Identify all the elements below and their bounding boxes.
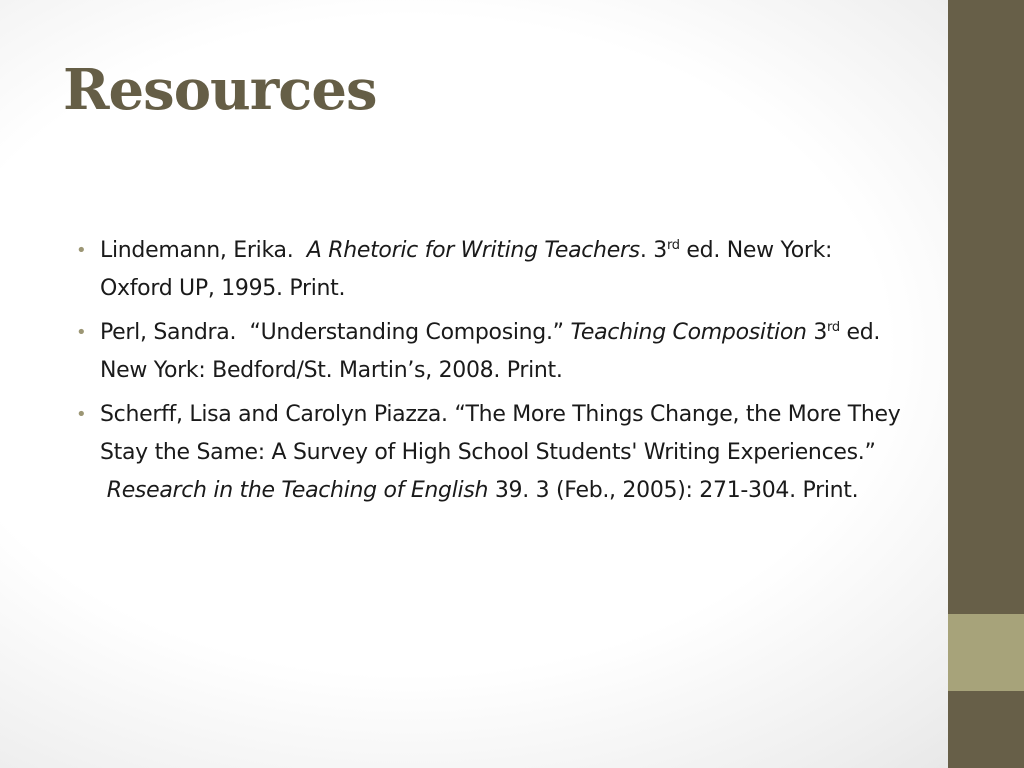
edition-number: . 3: [639, 238, 667, 263]
separator: [100, 478, 107, 503]
resource-work-title: A Rhetoric for Writing Teachers: [306, 238, 640, 263]
edition-suffix: rd: [666, 238, 680, 253]
sidebar-accent-block: [948, 614, 1024, 691]
separator: [293, 238, 306, 263]
bullet-icon: •: [76, 240, 87, 261]
resource-work-title: Teaching Composition: [570, 320, 807, 345]
resource-author: Perl, Sandra.: [100, 320, 237, 345]
resource-list: [76, 232, 906, 516]
resource-article-title: “The More Things Change, the More They Stay the Same: A Survey of High School Students' Writing Experiences.”: [100, 402, 901, 465]
bullet-icon: •: [76, 322, 87, 343]
resource-item: [76, 396, 906, 510]
resource-item: [76, 232, 906, 308]
bullet-icon: •: [76, 404, 87, 425]
separator: [236, 320, 249, 345]
slide-title: Resources: [63, 57, 377, 123]
resource-author: Scherff, Lisa and Carolyn Piazza.: [100, 402, 448, 427]
edition-number: 3: [806, 320, 828, 345]
resource-article-title: “Understanding Composing.”: [249, 320, 564, 345]
resource-work-title: Research in the Teaching of English: [106, 478, 489, 503]
resource-author: Lindemann, Erika.: [100, 238, 294, 263]
publication-details: ed. New York: Oxford UP, 1995. Print.: [100, 238, 833, 301]
resource-item: [76, 314, 906, 390]
publication-details: 39. 3 (Feb., 2005): 271-304. Print.: [488, 478, 859, 503]
edition-suffix: rd: [827, 320, 840, 335]
publication-details: ed. New York: Bedford/St. Martin’s, 2008. Print.: [100, 320, 881, 383]
